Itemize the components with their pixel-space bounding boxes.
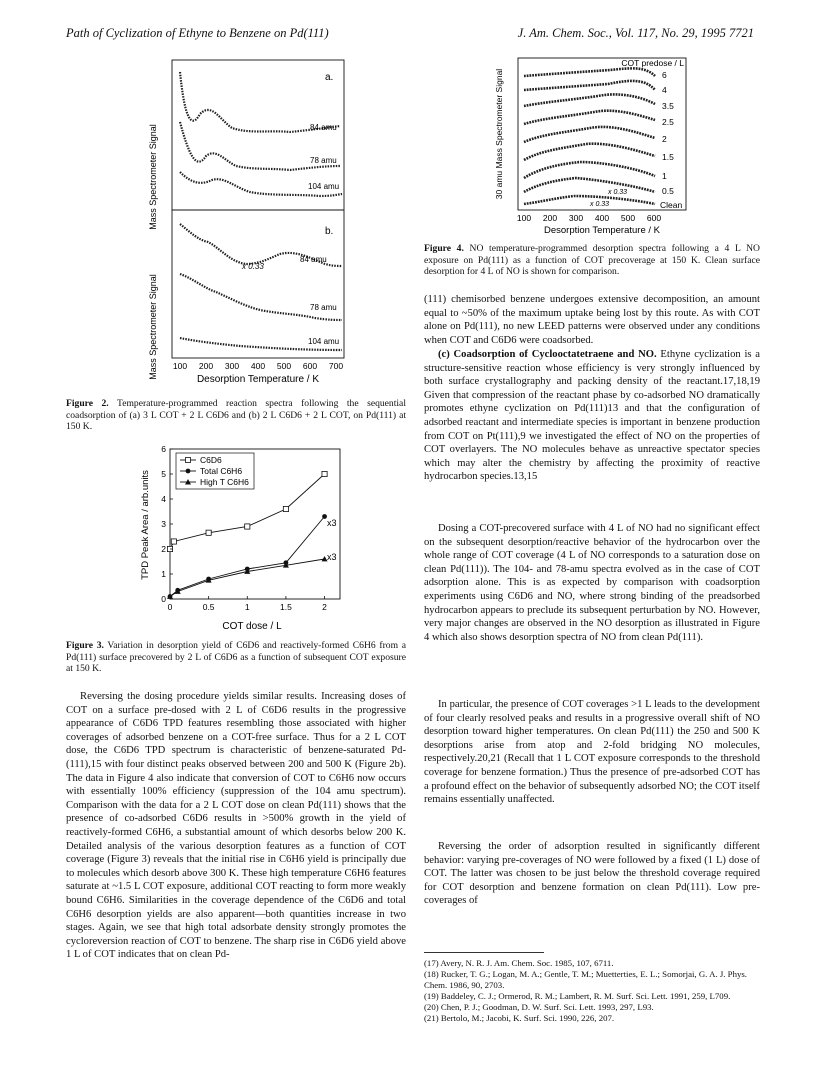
fig2a-trace-label-104: 104 amu (308, 182, 340, 191)
fig3-point-c6d6 (245, 524, 250, 529)
running-header (66, 26, 754, 44)
fig3-ylabel: TPD Peak Area / arb.units (140, 470, 151, 580)
fig2b-trace-78 (180, 274, 342, 320)
fig4-trace-1.5 (524, 144, 655, 160)
fig2b-label: b. (325, 226, 334, 237)
fig4-xtick: 600 (646, 213, 662, 223)
fig3-legend (176, 453, 254, 489)
figure-2-caption-label: Figure 2. (66, 398, 109, 409)
figure-3-caption (66, 640, 406, 675)
fig3-xtick-label: 1.5 (279, 602, 292, 612)
fig4-annotation-lower: x 0.33 (590, 201, 610, 208)
fig4-traces (524, 68, 655, 204)
fig2-xtick: 700 (328, 361, 344, 371)
fig3-ytick-label: 1 (161, 569, 166, 579)
fig4-trace-label: 6 (662, 70, 667, 80)
fig4-trace-label: Clean (660, 200, 683, 210)
fig2a-label: a. (325, 72, 334, 83)
fig3-annotation-x3-lower: x3 (327, 552, 337, 562)
right-paragraph-3: Dosing a COT-precovered surface with 4 L of NO had no significant effect on the subsequent desorption/reactive behavior of the hydrocarbon over the whole range of COT coverage (4 L of NO corresponds to a saturation dose on clean Pd(111)). The 104- and 78-amu spectra evolved as in the case of COT adsorption alone. This is as expected by comparison with coadsorption experiments using C6D6 and NO, where strong binding of the preadsorbed hydrocarbon appears to preclude its subsequent perturbation by NO. However, very major changes are observed in the NO desorption as illustrated in Figure 4 which also shows desorption spectra of NO from clean Pd(111). (424, 523, 760, 643)
figure-3-caption-label: Figure 3. (66, 640, 104, 651)
fig3-legend-label-c6d6: C6D6 (200, 455, 222, 465)
fig2-ylabel-bottom: Mass Spectrometer Signal (148, 274, 158, 380)
fig4-trace-1 (524, 162, 655, 178)
fig2b-trace-label-104: 104 amu (308, 337, 340, 346)
right-paragraph-2 (424, 348, 760, 484)
figure-3-chart (130, 443, 360, 638)
fig4-trace-2 (524, 127, 655, 142)
fig3-point-c6d6 (171, 539, 176, 544)
fig4-trace-0.5 (524, 178, 655, 192)
figure-3-caption-text: Variation in desorption yield of C6D6 and reactively-formed C6H6 from a Pd(111) surface precovered by 2 L of C6D6 as a function of subsequent COT exposure at 150 K. (66, 640, 406, 675)
fig3-point-c6d6 (283, 506, 288, 511)
reference-item: (20) Chen, P. J.; Goodman, D. W. Surf. Sci. Lett. 1993, 297, L93. (424, 1002, 654, 1012)
fig3-legend-label-hight: High T C6H6 (200, 477, 249, 487)
fig3-xlabel: COT dose / L (222, 621, 282, 632)
section-heading-c: (c) Coadsorption of Cyclooctatetraene and NO. (438, 349, 657, 360)
fig3-marks (167, 471, 328, 599)
fig4-trace-4 (524, 81, 655, 90)
fig3-xtick-label: 2 (322, 602, 327, 612)
fig2b-annotation: x 0.33 (242, 262, 264, 271)
figure-4-caption (424, 243, 760, 278)
figure-4-plot (490, 52, 690, 242)
fig4-xtick: 100 (516, 213, 532, 223)
fig3-xtick-label: 0.5 (202, 602, 215, 612)
fig3-ytick-label: 2 (161, 544, 166, 554)
fig3-xtick-label: 0 (167, 602, 173, 612)
fig2b-trace-label-84: 84 amu (300, 255, 327, 264)
figure-2-plot (120, 52, 360, 394)
fig3-xtick-label: 1 (244, 602, 250, 612)
right-paragraph-5: Reversing the order of adsorption resulted in significantly different behavior: varying pre-coverages of NO were followed by a fixed (1 L) dose of COT. The latter was chosen to be just below the threshold coverage required for COT desorption and benzene formation on clean Pd(111). Low pre-coverages of (424, 841, 760, 907)
fig3-ytick-label: 5 (161, 469, 166, 479)
fig3-ytick-label: 0 (161, 594, 166, 604)
fig2-xtick: 600 (302, 361, 318, 371)
fig4-legend-title: COT predose / L (621, 58, 684, 68)
fig2-xtick: 200 (198, 361, 214, 371)
fig4-trace-label: 2.5 (662, 117, 674, 127)
fig4-annotation-upper: x 0.33 (608, 189, 628, 196)
fig4-trace-label: 2 (662, 134, 667, 144)
fig3-ytick-label: 4 (161, 494, 166, 504)
fig3-series-line-2 (170, 559, 325, 597)
fig4-trace-label: 3.5 (662, 101, 674, 111)
fig4-xtick: 200 (542, 213, 558, 223)
figure-2-caption-text: Temperature-programmed reaction spectra following the sequential coadsorption of (a) 3 L COT + 2 L C6D6 and (b) 2 L C6D6 + 2 L COT, on Pd(111) at 150 K. (66, 398, 406, 433)
fig4-trace-labels (660, 70, 682, 210)
fig2b-trace-label-78: 78 amu (310, 303, 337, 312)
figure-4-caption-label: Figure 4. (424, 243, 464, 254)
figure-4 (490, 52, 690, 242)
fig2-panel-b-frame (172, 210, 344, 358)
fig4-xtick: 400 (594, 213, 610, 223)
figure-4-caption-text: NO temperature-programmed desorption spectra following a 4 L NO exposure on Pd(111) as a function of COT precoverage at 150 K. Clean surface desorption for 4 L of NO is shown for comparison. (424, 243, 760, 278)
fig4-trace-3.5 (524, 94, 655, 106)
reference-item: (21) Bertolo, M.; Jacobi, K. Surf. Sci. 1990, 226, 207. (424, 1013, 615, 1023)
fig4-xtick: 300 (568, 213, 584, 223)
left-paragraph-1: Reversing the dosing procedure yields similar results. Increasing doses of COT on a surface pre-dosed with 2 L of C6D6 results in the progressive appearance of C6D6 TPD features resembling those associated with higher coverages of adsorbed benzene on a COT-free surface. Thus for a 2 L COT dose, the C6D6 TPD spectrum is characteristic of benzene-saturated Pd-(111),15 with four distinct peaks observed between 200 and 500 K (Figure 2b). The data in Figure 4 also indicate that conversion of COT to C6H6 now occurs with essentially 100% efficiency (suppression of the 104 amu spectrum). Comparison with the data for a 2 L COT dose on clean Pd(111) shows that the presence of co-adsorbed C6D6 results in >500% growth in the yield of reactively-formed C6H6, a substantial amount of which desorbs below 200 K. Detailed analysis of the various desorption features as a function of COT coverage (Figure 3) reveals that the initial rise in C6H6 yield is principally due to molecules which desorb above 300 K. These high temperature C6H6 features saturate at ~1.5 L COT exposure, additional COT reacting to form more weakly bound C6H6. Similarities in the coverage dependence of the C6D6 and total C6H6 desorption yields are also apparent—both quantities increase in two stages. Again, we see that high total adsorbate density strongly promotes the cycloreversion reaction of COT to benzene. The sharp rise in C6D6 yield above 1 L of COT indicates that on clean Pd- (66, 691, 406, 961)
fig2a-trace-label-84: 84 amu (310, 123, 337, 132)
fig3-ytick-label: 6 (161, 444, 166, 454)
references-rule (424, 952, 544, 953)
right-paragraph-2-text: Ethyne cyclization is a structure-sensitive reaction whose efficiency is very strongly influenced by both surface crystallography and packing density of the reactant.17,18,19 Given that compression of the reactant phase by co-adsorbed NO dramatically promotes ethyne cyclization on Pd(111)13 and that the configuration of adsorbed reactant and intermediate species is important in benzene production from COT on Pt(111),9 we investigated the effect of NO on the properties of COT overlayers. The NO molecules behave as unreactive spectator species which may alter the chemistry by affecting the proximity of reactive hydrocarbon species.13,15 (424, 349, 760, 483)
right-paragraph-4: In particular, the presence of COT coverages >1 L leads to the development of four clearly resolved peaks and results in a progressive overall shift of NO desorption toward higher temperatures. On clean Pd(111) the 250 and 500 K desorptions arise from atop and 2-fold bridging NO molecules, respectively.20,21 (Recall that 1 L COT exposure corresponds to the threshold coverage for benzene formation.) Thus the presence of pre-adsorbed COT has a profound effect on the behavior of subsequently adsorbed NO; the COT itself remains essentially unaffected. (424, 699, 760, 806)
fig3-legend-label-total: Total C6H6 (200, 466, 243, 476)
fig2-xticks (173, 361, 343, 371)
right-paragraph-1: (111) chemisorbed benzene undergoes extensive decomposition, an amount equal to ~50% of the maximum uptake being lost by this route. As with COT alone on Pd(111), no new LEED patterns were observed under any conditions when COT and C6D6 were coadsorbed. (424, 294, 760, 346)
fig3-legend-marker-c6d6 (186, 458, 191, 463)
fig4-trace-6 (524, 68, 655, 76)
fig4-trace-label: 0.5 (662, 186, 674, 196)
fig3-point-c6d6 (322, 471, 327, 476)
fig4-ylabel: 30 amu Mass Spectrometer Signal (494, 68, 504, 200)
fig3-point-c6d6 (206, 530, 211, 535)
reference-item: (17) Avery, N. R. J. Am. Chem. Soc. 1985, 107, 6711. (424, 958, 614, 968)
fig2-xlabel: Desorption Temperature / K (196, 374, 320, 385)
fig2-xtick: 300 (224, 361, 240, 371)
fig3-legend-marker-total (186, 469, 191, 474)
fig4-xticks (517, 213, 661, 223)
header-journal: J. Am. Chem. Soc., Vol. 117, No. 29, 1995 7721 (517, 26, 754, 40)
fig2-xtick: 400 (250, 361, 266, 371)
fig4-trace-2.5 (524, 111, 655, 124)
reference-item: (19) Baddeley, C. J.; Ormerod, R. M.; Lambert, R. M. Surf. Sci. Lett. 1991, 259, L709. (424, 991, 731, 1001)
fig4-frame (518, 58, 686, 210)
references (424, 958, 760, 1024)
fig3-annotation-x3-upper: x3 (327, 518, 337, 528)
figure-2-caption (66, 398, 406, 433)
figure-2 (120, 52, 360, 394)
fig2-xtick: 500 (276, 361, 292, 371)
fig4-trace-label: 1.5 (662, 152, 674, 162)
fig4-xlabel: Desorption Temperature / K (544, 225, 660, 236)
figure-3 (130, 443, 360, 638)
fig3-ytick-label: 3 (161, 519, 166, 529)
fig4-xtick: 500 (620, 213, 636, 223)
fig4-trace-label: 1 (662, 171, 667, 181)
fig2a-trace-label-78: 78 amu (310, 156, 337, 165)
reference-item: (18) Rucker, T. G.; Logan, M. A.; Gentle, T. M.; Muetterties, E. L.; Somorjai, G. A. J. Phys. Chem. 1986, 90, 2703. (424, 969, 747, 990)
fig2-xtick: 100 (172, 361, 188, 371)
header-title: Path of Cyclization of Ethyne to Benzene on Pd(111) (66, 26, 329, 40)
fig4-trace-label: 4 (662, 85, 667, 95)
fig2-ylabel-top: Mass Spectrometer Signal (148, 124, 158, 230)
